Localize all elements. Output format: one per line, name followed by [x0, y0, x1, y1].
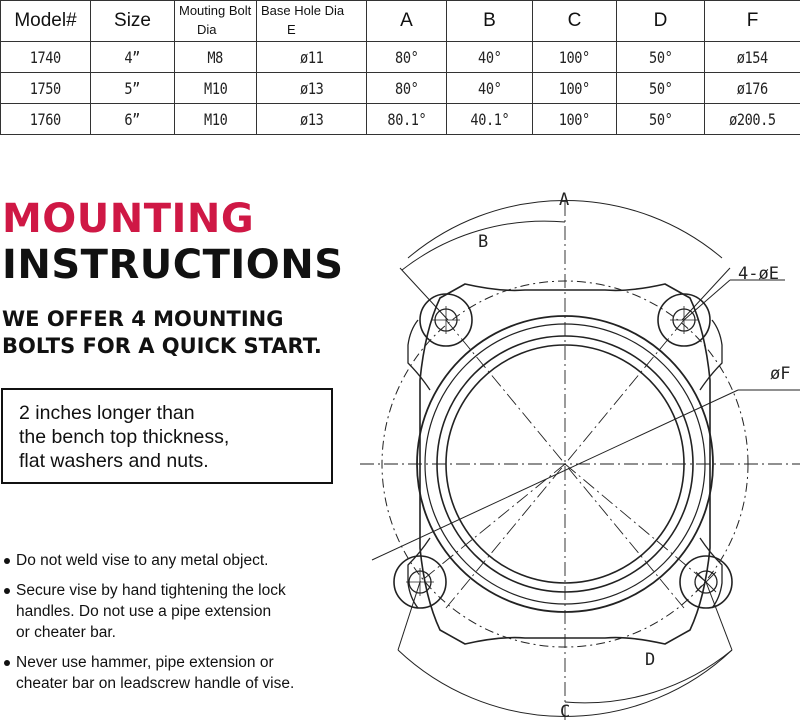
bullet-dot-icon: [4, 588, 10, 594]
header-base-hole-dia: [257, 1, 367, 42]
cell-model: 1750: [1, 73, 91, 104]
cell-bolt: M10: [175, 104, 257, 135]
heading-instructions: INSTRUCTIONS: [2, 242, 344, 288]
cell-model: 1760: [1, 104, 91, 135]
cell-c: 100°: [533, 73, 617, 104]
note-line: flat washers and nuts.: [19, 449, 331, 473]
cell-f: ø176: [705, 73, 800, 104]
cell-a: 80°: [367, 73, 447, 104]
cell-a: 80.1°: [367, 104, 447, 135]
cell-b: 40°: [447, 42, 533, 73]
cell-b: 40.1°: [447, 104, 533, 135]
header-b: B: [447, 1, 533, 42]
cell-d: 50°: [617, 73, 705, 104]
cell-hole: ø13: [257, 73, 367, 104]
header-base-hole-line2: E: [261, 20, 366, 39]
offer-line: WE OFFER 4 MOUNTING: [2, 306, 392, 333]
heading-mounting: MOUNTING: [2, 196, 254, 242]
cell-a: 80°: [367, 42, 447, 73]
base-mounting-drawing: [360, 180, 800, 722]
warning-list: [4, 550, 364, 703]
header-d: D: [617, 1, 705, 42]
bullet-dot-icon: [4, 558, 10, 564]
cell-c: 100°: [533, 104, 617, 135]
note-line: 2 inches longer than: [19, 401, 331, 425]
cell-size: 5”: [91, 73, 175, 104]
header-bolt-dia-line1: Mouting Bolt: [179, 1, 256, 20]
cell-size: 6”: [91, 104, 175, 135]
cell-d: 50°: [617, 104, 705, 135]
bolt-note-box: [1, 388, 333, 484]
offer-line: BOLTS FOR A QUICK START.: [2, 333, 392, 360]
cell-c: 100°: [533, 42, 617, 73]
cell-f: ø200.5: [705, 104, 800, 135]
base-drawing-svg: [360, 180, 800, 722]
cell-bolt: M8: [175, 42, 257, 73]
dimension-label-a: A: [559, 192, 569, 209]
cell-hole: ø13: [257, 104, 367, 135]
list-item: Never use hammer, pipe extension or cheater bar on leadscrew handle of vise.: [4, 652, 364, 694]
table-row: [1, 73, 800, 104]
cell-hole: ø11: [257, 42, 367, 73]
list-item: Secure vise by hand tightening the lock handles. Do not use a pipe extension or cheater bar.: [4, 580, 364, 643]
note-line: the bench top thickness,: [19, 425, 331, 449]
spec-table-header-row: [1, 1, 800, 42]
dimension-label-f: øF: [770, 366, 790, 383]
cell-model: 1740: [1, 42, 91, 73]
cell-b: 40°: [447, 73, 533, 104]
header-c: C: [533, 1, 617, 42]
header-size: Size: [91, 1, 175, 42]
offer-text: [2, 306, 392, 360]
spec-table: [0, 0, 800, 135]
cell-bolt: M10: [175, 73, 257, 104]
dimension-label-b: B: [478, 234, 488, 251]
table-row: [1, 42, 800, 73]
header-bolt-dia: [175, 1, 257, 42]
header-bolt-dia-line2: Dia: [179, 20, 256, 39]
dimension-label-d: D: [645, 652, 655, 669]
header-model: Model#: [1, 1, 91, 42]
header-f: F: [705, 1, 800, 42]
table-row: [1, 104, 800, 135]
list-item: Do not weld vise to any metal object.: [4, 550, 364, 571]
header-base-hole-line1: Base Hole Dia: [261, 1, 366, 20]
header-a: A: [367, 1, 447, 42]
bullet-dot-icon: [4, 660, 10, 666]
dimension-label-e: 4-øE: [738, 266, 779, 283]
cell-size: 4”: [91, 42, 175, 73]
cell-d: 50°: [617, 42, 705, 73]
dimension-label-c: C: [560, 704, 570, 721]
cell-f: ø154: [705, 42, 800, 73]
